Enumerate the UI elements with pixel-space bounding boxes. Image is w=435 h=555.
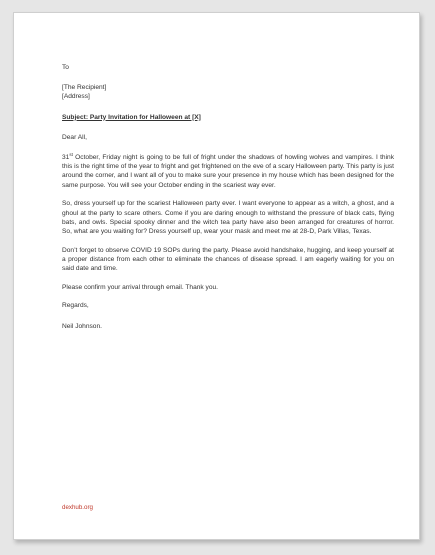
paragraph-1-day: 31 <box>62 154 70 162</box>
letter-body <box>62 63 394 331</box>
salutation: Dear All, <box>62 133 87 141</box>
recipient-address: [Address] <box>62 93 90 101</box>
recipient-name: [The Recipient] <box>62 84 107 92</box>
paragraph-3: Don’t forget to observe COVID 19 SOPs during the party. Please avoid handshake, hugging, and keep yourself at a proper distance from each other to eliminate the chances of disease spread. I am eagerly waiting for you on said date and time. <box>62 246 394 273</box>
letter-page <box>13 12 420 540</box>
to-label: To <box>62 64 69 71</box>
signature: Neil Johnson. <box>62 322 102 330</box>
recipient-block <box>62 83 394 101</box>
paragraph-4: Please confirm your arrival through email. Thank you. <box>62 283 219 291</box>
paragraph-1 <box>62 153 394 190</box>
paragraph-2: So, dress yourself up for the scariest Halloween party ever. I want everyone to appear as a witch, a ghost, and a ghoul at the party to scare others. Come if you are daring enough to withstand the pressure of black cats, flying bats, and owls. Special spooky dinner and the witch tea party have also been arranged for creatures of horror. So, what are you waiting for? Dress yourself up, wear your mask and meet me at 28-D, Park Villas, Texas. <box>62 200 394 235</box>
source-watermark: dexhub.org <box>62 504 93 511</box>
subject-line: Subject: Party Invitation for Halloween at [X] <box>62 113 201 121</box>
paragraph-1-text: October, Friday night is going to be full of fright under the shadows of howling wolves and vampires. I think this is the right time of the year to fright and get frightened on the eve of a scary Halloween party. This party is just around the corner, and I want all of you to make sure your presence in my house which has been designed for the same purpose. You will see your October ending in the scariest way ever. <box>62 154 394 189</box>
closing: Regards, <box>62 302 89 310</box>
paragraph-1-suffix: st <box>69 151 73 157</box>
